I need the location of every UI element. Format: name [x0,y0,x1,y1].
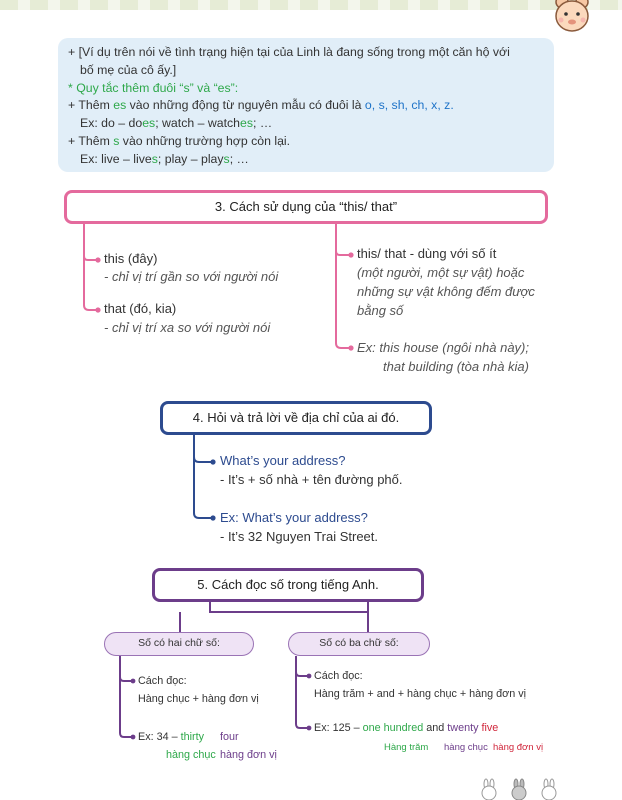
reading-rule: Hàng chục + hàng đơn vị [138,693,259,705]
two-digit-example: Ex: 34 – thirty [138,731,205,743]
units-label: hàng đơn vị [493,742,544,753]
reading-label: Cách đọc: [314,670,363,682]
three-digit-pill: Số có ba chữ số: [288,632,430,656]
section5-title: 5. Cách đọc số trong tiếng Anh. [152,568,424,602]
rule-title: * Quy tắc thêm đuôi “s” và “es”: [68,80,239,95]
example-answer: - It’s 32 Nguyen Trai Street. [220,529,378,544]
this-label: this (đây) [104,251,158,266]
note-line: Ex: do – does; watch – watches; … [80,116,273,131]
hundreds-label: Hàng trăm [384,742,429,753]
note-line: + Thêm es vào những động từ nguyên mẫu có đuôi là o, s, sh, ch, x, z. [68,98,454,113]
answer-pattern: - It’s + số nhà + tên đường phố. [220,472,403,487]
note-line: Ex: live – lives; play – plays; … [80,151,249,166]
tens-label: hàng chục [444,742,488,753]
example-question: Ex: What’s your address? [220,510,368,525]
usage-description: những sự vật không đếm được [357,284,535,299]
usage-description: bằng số [357,303,404,318]
reading-label: Cách đọc: [138,675,187,687]
this-that-usage-label: this/ that - dùng với số ít [357,246,497,261]
bunny-icon [508,778,530,800]
that-label: that (đó, kia) [104,301,177,316]
units-label: hàng đơn vị [220,749,277,761]
example-line: Ex: this house (ngôi nhà này); [357,340,529,355]
two-digit-pill: Số có hai chữ số: [104,632,254,656]
example-line: that building (tòa nhà kia) [383,359,529,374]
note-line: + [Ví dụ trên nói về tình trạng hiện tại của Linh là đang sống trong một căn hộ với [68,45,510,59]
that-description: - chỉ vị trí xa so với người nói [104,320,271,335]
section4-title: 4. Hỏi và trả lời về địa chỉ của ai đó. [160,401,432,435]
bunny-icon [478,778,500,800]
units-word: four [220,731,239,743]
tens-label: hàng chục [166,749,216,761]
usage-description: (một người, một sự vật) hoặc [357,265,525,280]
note-line: + Thêm s vào những trường hợp còn lại. [68,133,291,148]
three-digit-example: Ex: 125 – one hundred and twenty five [314,722,499,734]
section3-title: 3. Cách sử dụng của “this/ that” [64,190,548,224]
note-line: bố mẹ của cô ấy.] [80,62,177,77]
reading-rule: Hàng trăm + and + hàng chục + hàng đơn vị [314,688,527,700]
bunny-icon [538,778,560,800]
question-pattern: What’s your address? [220,453,346,468]
this-description: - chỉ vị trí gần so với người nói [104,269,279,284]
